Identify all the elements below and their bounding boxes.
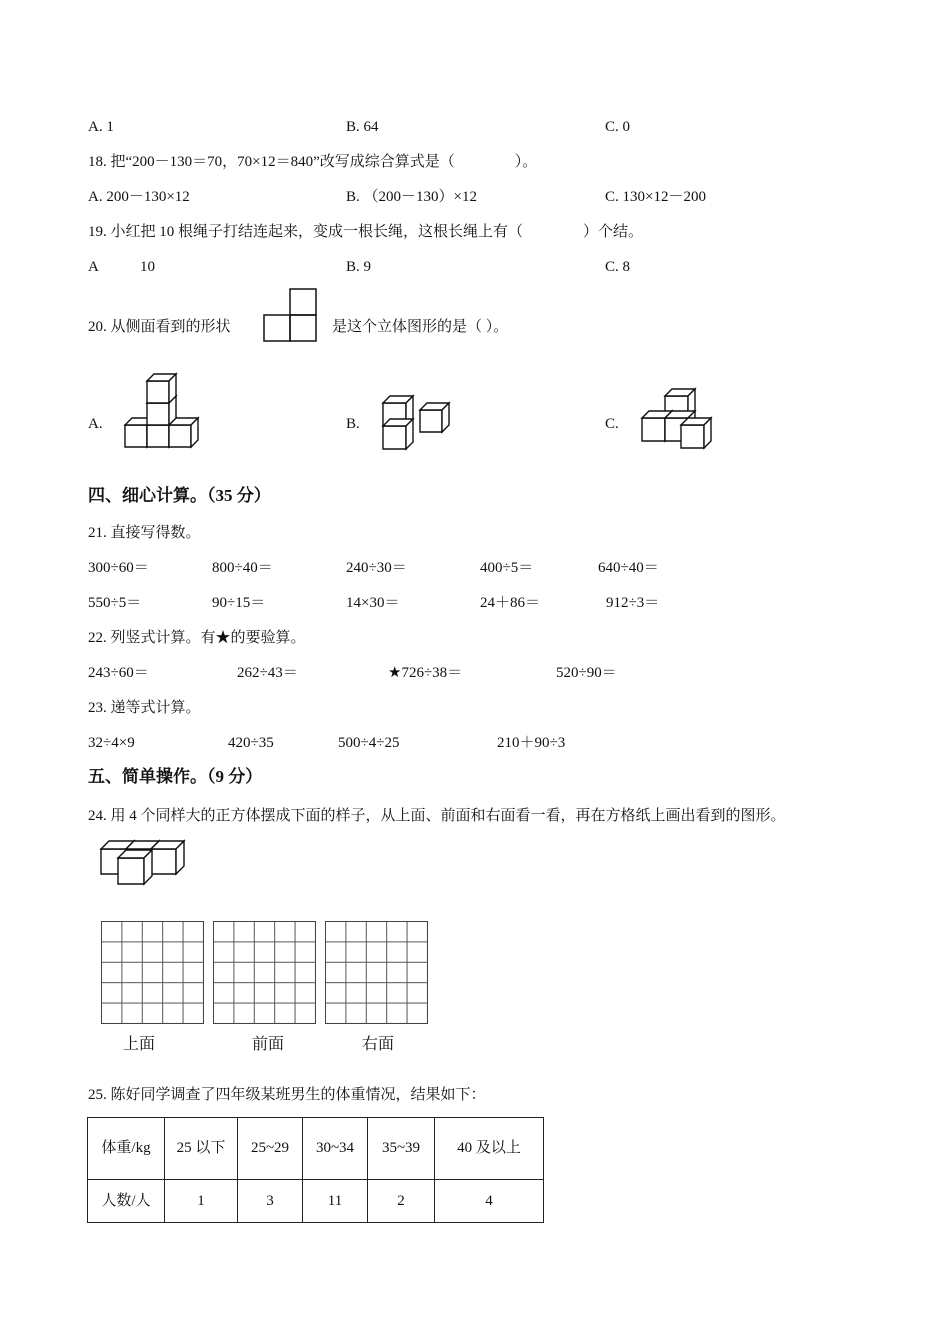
option-c-solid bbox=[642, 389, 711, 448]
q22-item: ★726÷38＝ bbox=[388, 665, 463, 681]
cube bbox=[118, 850, 152, 884]
q18-option-b: B. （200－130）×12 bbox=[346, 189, 477, 205]
q23-item: 420÷35 bbox=[228, 735, 274, 751]
q21-item: 912÷3＝ bbox=[606, 595, 660, 611]
q21-question: 21. 直接写得数。 bbox=[88, 525, 201, 541]
q20-option-b: B. bbox=[346, 416, 360, 432]
q22-item: 243÷60＝ bbox=[88, 665, 149, 681]
q17-option-a: A. 1 bbox=[88, 119, 114, 135]
side-view-shape bbox=[264, 289, 316, 341]
q18-option-a: A. 200－130×12 bbox=[88, 189, 190, 205]
q22-question: 22. 列竖式计算。有★的要验算。 bbox=[88, 630, 306, 646]
q19-option-a-label: A bbox=[88, 259, 99, 275]
table-cell: 2 bbox=[368, 1180, 435, 1223]
q21-item: 400÷5＝ bbox=[480, 560, 534, 576]
option-b-solid bbox=[383, 396, 449, 449]
q21-item: 240÷30＝ bbox=[346, 560, 407, 576]
table-cell: 30~34 bbox=[303, 1118, 368, 1180]
option-a-solid bbox=[125, 374, 198, 447]
q21-item: 800÷40＝ bbox=[212, 560, 273, 576]
table-cell: 1 bbox=[165, 1180, 238, 1223]
q22-item: 262÷43＝ bbox=[237, 665, 298, 681]
q23-question: 23. 递等式计算。 bbox=[88, 700, 201, 716]
grid-front-view[interactable] bbox=[213, 921, 316, 1024]
q18-question: 18. 把“200－130＝70，70×12＝840”改写成综合算式是（ ）。 bbox=[88, 154, 538, 170]
q21-item: 24＋86＝ bbox=[480, 595, 541, 611]
table-cell: 体重/kg bbox=[88, 1118, 165, 1180]
cube bbox=[681, 418, 711, 448]
q20-question-start: 20. 从侧面看到的形状 bbox=[88, 319, 231, 335]
table-cell: 3 bbox=[238, 1180, 303, 1223]
q19-option-b: B. 9 bbox=[346, 259, 372, 275]
grid-label-top: 上面 bbox=[123, 1036, 156, 1053]
q21-item: 300÷60＝ bbox=[88, 560, 149, 576]
grid-label-front: 前面 bbox=[252, 1036, 285, 1053]
grid-right-view[interactable] bbox=[325, 921, 428, 1024]
q24-question: 24. 用 4 个同样大的正方体摆成下面的样子，从上面、前面和右面看一看，再在方格纸上画出看到的图形。 bbox=[88, 808, 786, 824]
cube bbox=[383, 419, 413, 449]
grid-top-view[interactable] bbox=[101, 921, 204, 1024]
q19-option-a-value: 10 bbox=[140, 259, 155, 275]
weight-table bbox=[87, 1117, 544, 1223]
cube bbox=[147, 374, 176, 403]
q21-item: 14×30＝ bbox=[346, 595, 400, 611]
q17-option-c: C. 0 bbox=[605, 119, 631, 135]
table-cell: 人数/人 bbox=[88, 1180, 165, 1223]
table-cell: 25 以下 bbox=[165, 1118, 238, 1180]
q21-item: 640÷40＝ bbox=[598, 560, 659, 576]
table-cell: 11 bbox=[303, 1180, 368, 1223]
q20-option-a: A. bbox=[88, 416, 103, 432]
q17-option-b: B. 64 bbox=[346, 119, 379, 135]
q23-item: 32÷4×9 bbox=[88, 735, 135, 751]
section-5-title: 五、简单操作。（9 分） bbox=[88, 767, 263, 786]
q19-option-c: C. 8 bbox=[605, 259, 631, 275]
q21-item: 90÷15＝ bbox=[212, 595, 266, 611]
cube bbox=[420, 403, 449, 432]
q20-option-c: C. bbox=[605, 416, 619, 432]
table-cell: 25~29 bbox=[238, 1118, 303, 1180]
table-header-row bbox=[88, 1118, 544, 1180]
q19-question: 19. 小红把 10 根绳子打结连起来，变成一根长绳，这根长绳上有（ ）个结。 bbox=[88, 224, 644, 240]
q22-item: 520÷90＝ bbox=[556, 665, 617, 681]
q24-solid bbox=[101, 841, 184, 884]
q21-item: 550÷5＝ bbox=[88, 595, 142, 611]
table-cell: 35~39 bbox=[368, 1118, 435, 1180]
table-cell: 40 及以上 bbox=[435, 1118, 544, 1180]
table-row bbox=[88, 1180, 544, 1223]
cube bbox=[169, 418, 198, 447]
q18-option-c: C. 130×12－200 bbox=[605, 189, 706, 205]
q23-item: 500÷4÷25 bbox=[338, 735, 400, 751]
table-cell: 4 bbox=[435, 1180, 544, 1223]
grid-label-right: 右面 bbox=[362, 1036, 395, 1053]
section-4-title: 四、细心计算。（35 分） bbox=[88, 486, 271, 505]
q20-question-end: 是这个立体图形的是（ ）。 bbox=[332, 319, 509, 335]
cube bbox=[151, 841, 184, 874]
q23-item: 210＋90÷3 bbox=[497, 735, 566, 751]
q25-question: 25. 陈好同学调查了四年级某班男生的体重情况，结果如下： bbox=[88, 1087, 486, 1103]
